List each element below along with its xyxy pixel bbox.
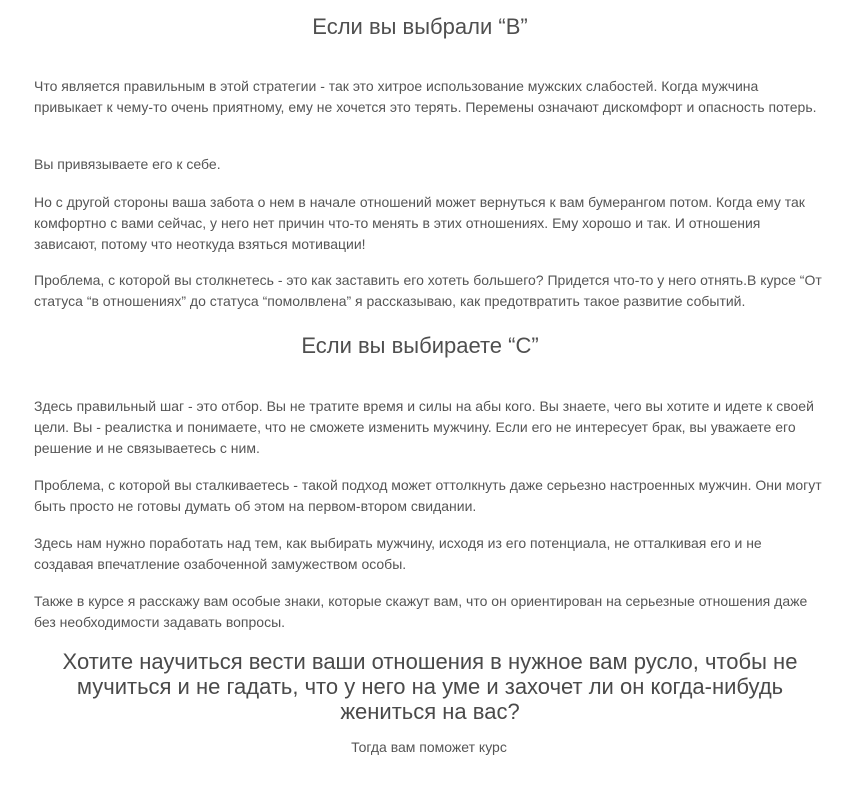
section-c-title: Если вы выбираете “C”	[301, 333, 539, 358]
cta-heading: Хотите научиться вести ваши отношения в нужное вам русло, чтобы не мучиться и не гадать, что у него на уме и захочет ли он когда-нибудь жениться на вас?	[62, 649, 798, 724]
section-c-paragraph: Проблема, с которой вы сталкиваетесь - такой подход может оттолкнуть даже серьезно настроенных мужчин. Они могут быть просто не готовы думать об этом на первом-втором свидании.	[34, 477, 822, 514]
section-b-paragraph: Но с другой стороны ваша забота о нем в начале отношений может вернуться к вам бумерангом потом. Когда ему так комфортно с вами сейчас, у него нет причин что-то менять в этих отношениях. Ему хорошо и так. И отношения зависают, потому что неоткуда взяться мотивации!	[34, 194, 805, 252]
section-c-paragraph: Здесь нам нужно поработать над тем, как выбирать мужчину, исходя из его потенциала, не отталкивая его и не создавая впечатление озабоченной замужеством особы.	[34, 535, 762, 572]
section-b-paragraph: Что является правильным в этой стратегии - так это хитрое использование мужских слабостей. Когда мужчина привыкает к чему-то очень приятному, ему не хочется это терять. Перемены означают дискомфорт и опасность потерь.	[34, 78, 817, 115]
section-b-paragraph: Проблема, с которой вы столкнетесь - это как заставить его хотеть большего? Придется что-то у него отнять.В курсе “От статуса “в отношениях” до статуса “помолвлена” я рассказываю, как предотвратить такое развитие событий.	[34, 272, 822, 309]
cta-subtext: Тогда вам поможет курс	[351, 739, 507, 755]
section-b-title: Если вы выбрали “B”	[312, 14, 528, 39]
section-c-paragraph: Здесь правильный шаг - это отбор. Вы не тратите время и силы на абы кого. Вы знаете, чего вы хотите и идете к своей цели. Вы - реалистка и понимаете, что не сможете изменить мужчину. Если его не интересует брак, вы уважаете его решение и не связываетесь с ним.	[34, 398, 814, 456]
section-b-paragraph: Вы привязываете его к себе.	[34, 156, 221, 172]
section-c-paragraph: Также в курсе я расскажу вам особые знаки, которые скажут вам, что он ориентирован на серьезные отношения даже без необходимости задавать вопросы.	[34, 593, 808, 630]
